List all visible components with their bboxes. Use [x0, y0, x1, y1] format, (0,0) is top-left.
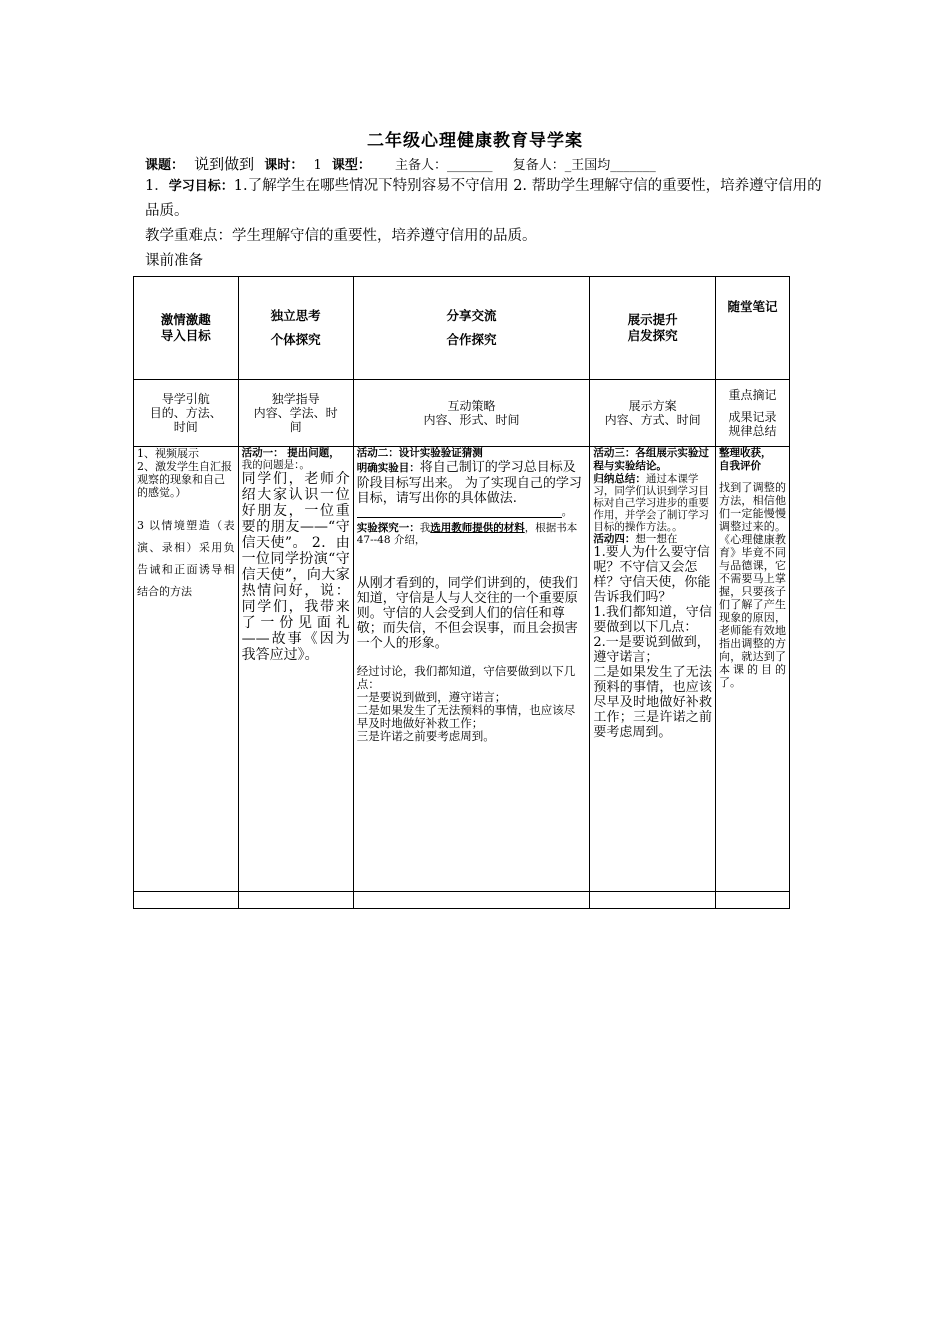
explore-material: 选用教师提供的材料 — [430, 522, 525, 534]
reviewer: 复备人：_王国均_______ — [512, 158, 656, 173]
objective-label: 学习目标： — [168, 179, 234, 194]
interaction-paragraph: 从刚才看到的，同学们讲到的，使我们知道，守信是人与人交往的一个重要原则。守信的人会受到人们的信任和尊敬；而失信，不但会误事，而且会损害一个人的形象。 — [356, 576, 578, 651]
subheader-line: 时间 — [173, 420, 198, 434]
preparer: 主备人：_______ — [395, 158, 493, 173]
showcase-paragraph: 二是如果发生了无法预料的事情，也应该尽早及时地做好补救工作；三是许诺之前要考虑周到。 — [593, 665, 713, 740]
rule-end: 。 — [561, 506, 573, 518]
showcase-paragraph: 1.我们都知道，守信要做到以下几点： — [593, 605, 713, 635]
lesson-table — [133, 276, 790, 909]
activity-one-label: 活动一： 提出问题， — [241, 447, 340, 459]
interaction-paragraph: 一是要说到做到，遵守诺言； — [356, 690, 507, 704]
objective-text: 1.了解学生在哪些情况下特别容易不守信用 2. 帮助学生理解守信的重要性，培养遵守信用的品质。 — [145, 178, 822, 219]
footer-cell — [238, 892, 353, 909]
subheader-line: 重点摘记 — [728, 388, 777, 402]
subheader-cell-4 — [590, 380, 716, 447]
header-line: 合作探究 — [446, 332, 497, 347]
self-study-paragraph: 同学们，老师介绍大家认识一位好朋友，一位重要的朋友——“守信天使”。 2．由一位同学扮演“守信天使”，向大家热情问好，说：同学们，我带来了一份见面礼——故事《因为我答应过》。 — [241, 471, 350, 663]
subheader-line: 导学引航 — [161, 392, 210, 406]
notes-title: 整理收获， — [719, 447, 772, 459]
header-cell-3 — [353, 277, 590, 380]
activity-four-text: 想一想在 — [635, 533, 678, 545]
showcase-paragraph: 2.一是要说到做到，遵守诺言； — [593, 635, 710, 665]
header-cell-4 — [590, 277, 716, 380]
footer-cell — [590, 892, 716, 909]
subheader-cell-3 — [353, 380, 590, 447]
header-row — [134, 277, 790, 380]
type-label: 课型： — [331, 158, 371, 173]
footer-cell — [353, 892, 590, 909]
learning-objective — [145, 174, 825, 224]
content-cell-guide — [134, 447, 239, 892]
subheader-cell-5 — [716, 380, 790, 447]
header-line: 独立思考 — [270, 308, 321, 323]
header-line: 激情激趣 — [160, 312, 211, 327]
subheader-line: 内容、方式、时间 — [604, 413, 701, 427]
footer-cell — [716, 892, 790, 909]
content-cell-self-study — [238, 447, 353, 892]
summary-label: 归纳总结： — [593, 473, 646, 485]
subheader-line: 间 — [289, 420, 302, 434]
content-row — [134, 447, 790, 892]
page-title: 二年级心理健康教育导学案 — [367, 131, 583, 151]
subheader-cell-2 — [238, 380, 353, 447]
interaction-paragraph: 二是如果发生了无法预料的事情，也应该尽早及时地做好补救工作； — [356, 703, 576, 730]
showcase-paragraph: 1.要人为什么要守信呢？不守信又会怎样？守信天使，你能告诉我们吗？ — [593, 545, 711, 605]
explore-post: ，根据书本 47--48 介绍， — [356, 522, 578, 546]
explore-label: 实验探究一： — [356, 522, 420, 534]
period-value: 1 — [313, 158, 322, 173]
subheader-line: 成果记录 — [728, 410, 777, 424]
answer-line — [357, 509, 562, 518]
header-cell-5 — [716, 277, 790, 380]
interaction-paragraph: 经过讨论，我们都知道，守信要做到以下几点： — [356, 664, 576, 691]
notes-title: 自我评价 — [719, 460, 762, 472]
footer-cell — [134, 892, 239, 909]
explore-pre: 我 — [419, 522, 431, 534]
subheader-line: 内容、学法、时 — [253, 406, 338, 420]
header-line: 导入目标 — [160, 328, 211, 343]
subheader-line: 展示方案 — [628, 399, 677, 413]
header-line: 个体探究 — [270, 332, 321, 347]
content-cell-showcase — [590, 447, 716, 892]
summary-text: 通过本课学习，同学们认识到学习目标对自己学习进步的重要作用，并学会了制订学习目标的操作方法。。 — [593, 473, 709, 533]
subheader-line: 互动策略 — [447, 399, 496, 413]
guide-paragraph: 3 以情境塑造（表演、录相）采用负告诫和正面诱导相结合的方法 — [137, 519, 235, 598]
notes-paragraph: 找到了调整的方法，相信他们一定能慢慢调整过来的。《心理健康教育》毕竟不同与品德课，它不需要马上掌握，只要孩子们了解了产生现象的原因，老师能有效地指出调整的方向，就达到了本课的目的了。 — [719, 481, 786, 689]
header-line: 展示提升 — [627, 312, 678, 327]
preparation-label: 课前准备 — [145, 253, 203, 269]
content-cell-notes — [716, 447, 790, 892]
header-cell-2 — [238, 277, 353, 380]
header-line: 分享交流 — [446, 308, 497, 323]
guide-paragraph: 1、视频展示 — [137, 447, 199, 460]
guide-paragraph: 2、激发学生自汇报观察的现象和自己的感觉。） — [137, 460, 232, 499]
content-cell-interaction — [353, 447, 590, 892]
subheader-line: 目的、方法、 — [149, 406, 222, 420]
goal-label: 明确实验目： — [356, 462, 420, 474]
objective-number: 1． — [145, 178, 169, 194]
period-label: 课时： — [264, 158, 304, 173]
header-cell-1 — [134, 277, 239, 380]
goal-text: 将自己制订的学习总目标及阶段目标写出来。 为了实现自己的学习目标，请写出你的具体做法. — [356, 460, 582, 506]
activity-one-text: 我的问题是：。 — [241, 459, 310, 471]
activity-two-title: 活动二：设计实验验证猜测 — [356, 447, 483, 459]
header-line: 随堂笔记 — [727, 299, 778, 314]
subheader-cell-1 — [134, 380, 239, 447]
lesson-meta — [145, 153, 825, 174]
interaction-paragraph: 三是许诺之前要考虑周到。 — [356, 729, 495, 743]
topic-value: 说到做到 — [194, 155, 255, 173]
key-points: 教学重难点：学生理解守信的重要性，培养遵守信用的品质。 — [145, 228, 537, 244]
footer-row — [134, 892, 790, 909]
subheader-row — [134, 380, 790, 447]
subheader-line: 规律总结 — [728, 424, 777, 438]
activity-three-title: 活动三：各组展示实验过程与实验结论。 — [593, 447, 709, 472]
subheader-line: 内容、形式、时间 — [423, 413, 520, 427]
subheader-line: 独学指导 — [271, 392, 320, 406]
header-line: 启发探究 — [627, 328, 678, 343]
topic-label: 课题： — [145, 158, 185, 173]
activity-four-label: 活动四： — [593, 533, 636, 545]
